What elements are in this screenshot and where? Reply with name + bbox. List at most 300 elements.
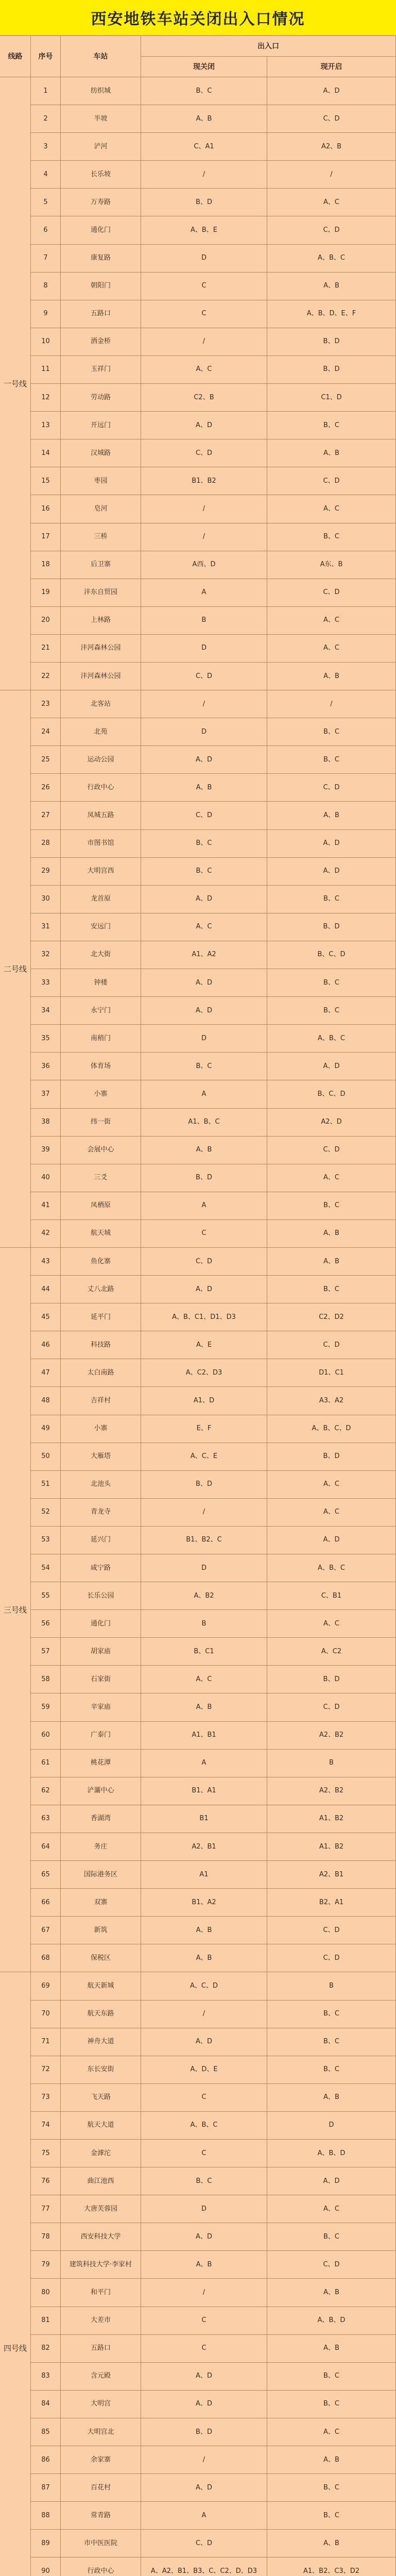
station-name: 航天城 (61, 1220, 141, 1248)
row-number: 37 (31, 1080, 61, 1108)
closed-entrances: A、B (141, 1917, 267, 1944)
closed-entrances: A、D (141, 412, 267, 439)
station-name: 凤栖原 (61, 1192, 141, 1220)
station-name: 后卫寨 (61, 551, 141, 579)
open-entrances: A、B、D、E、F (267, 300, 396, 328)
open-entrances: A1、B2 (267, 1833, 396, 1861)
station-name: 五路口 (61, 300, 141, 328)
open-entrances: A、D (267, 77, 396, 105)
row-number: 33 (31, 969, 61, 997)
open-entrances: A、B (267, 1248, 396, 1276)
station-name: 纬一街 (61, 1109, 141, 1137)
open-entrances: A、B、C (267, 245, 396, 273)
closed-entrances: / (141, 2001, 267, 2028)
row-number: 30 (31, 886, 61, 913)
row-number: 6 (31, 216, 61, 244)
open-entrances: A、C (267, 2418, 396, 2446)
row-number: 1 (31, 77, 61, 105)
closed-entrances: / (141, 2279, 267, 2307)
open-entrances: B、C (267, 2391, 396, 2418)
open-entrances: B、D (267, 1443, 396, 1471)
row-number: 81 (31, 2307, 61, 2335)
station-name: 会展中心 (61, 1137, 141, 1164)
closed-entrances: A、B (141, 1137, 267, 1164)
station-name: 三爻 (61, 1164, 141, 1192)
station-name: 西安科技大学 (61, 2223, 141, 2251)
station-name: 凤城五路 (61, 802, 141, 829)
closed-entrances: A、D (141, 969, 267, 997)
row-number: 18 (31, 551, 61, 579)
closed-entrances: C、D (141, 1248, 267, 1276)
closed-entrances: A、D (141, 2028, 267, 2056)
closed-entrances: B1、B2 (141, 467, 267, 495)
station-name: 开远门 (61, 412, 141, 439)
row-number: 65 (31, 1861, 61, 1889)
header-closed: 现关闭 (141, 57, 267, 77)
open-entrances: C、D (267, 1137, 396, 1164)
open-entrances: A、B (267, 2530, 396, 2557)
closed-entrances: B、D (141, 189, 267, 216)
open-entrances: B (267, 1750, 396, 1777)
open-entrances: A2、B2 (267, 1722, 396, 1750)
station-name: 延平门 (61, 1303, 141, 1331)
station-name: 吉祥村 (61, 1387, 141, 1415)
station-name: 浐灞中心 (61, 1777, 141, 1805)
open-entrances: A、C (267, 495, 396, 523)
row-number: 44 (31, 1276, 61, 1303)
station-name: 运动公园 (61, 746, 141, 774)
open-entrances: B、C (267, 1276, 396, 1303)
row-number: 27 (31, 802, 61, 829)
closed-entrances: A、D、E (141, 2056, 267, 2084)
open-entrances: A、B (267, 2084, 396, 2112)
row-number: 31 (31, 913, 61, 941)
station-name: 纺织城 (61, 77, 141, 105)
open-entrances: A、D (267, 1527, 396, 1554)
station-name: 玉祥门 (61, 356, 141, 384)
row-number: 36 (31, 1053, 61, 1080)
row-number: 56 (31, 1610, 61, 1638)
station-name: 龙首原 (61, 886, 141, 913)
row-number: 20 (31, 607, 61, 635)
open-entrances: C、D (267, 1693, 396, 1721)
open-entrances: B (267, 1972, 396, 2000)
station-name: 保税区 (61, 1944, 141, 1972)
station-name: 航天东路 (61, 2001, 141, 2028)
station-name: 汉城路 (61, 439, 141, 467)
closed-entrances: A1、A2 (141, 941, 267, 969)
row-number: 49 (31, 1415, 61, 1443)
open-entrances: B、C (267, 746, 396, 774)
closed-entrances: B、D (141, 2418, 267, 2446)
open-entrances: / (267, 690, 396, 718)
closed-entrances: C (141, 2335, 267, 2363)
open-entrances: C、B1 (267, 1582, 396, 1610)
row-number: 9 (31, 300, 61, 328)
station-name: 市中医医院 (61, 2530, 141, 2557)
row-number: 11 (31, 356, 61, 384)
row-number: 42 (31, 1220, 61, 1248)
station-name: 咸宁路 (61, 1554, 141, 1582)
station-name: 大差市 (61, 2307, 141, 2335)
open-entrances: A、B (267, 439, 396, 467)
open-entrances: D1、C1 (267, 1359, 396, 1387)
station-name: 大雁塔 (61, 1443, 141, 1471)
row-number: 35 (31, 1025, 61, 1053)
station-name: 大明宫 (61, 2391, 141, 2418)
station-name: 安远门 (61, 913, 141, 941)
closed-entrances: C、D (141, 439, 267, 467)
open-entrances: B、D (267, 913, 396, 941)
station-name: 北大街 (61, 941, 141, 969)
closed-entrances: A、B、C1、D1、D3 (141, 1303, 267, 1331)
page-title: 西安地铁车站关闭出入口情况 (91, 10, 305, 28)
row-number: 25 (31, 746, 61, 774)
row-number: 59 (31, 1693, 61, 1721)
station-name: 行政中心 (61, 774, 141, 802)
open-entrances: A东、B (267, 551, 396, 579)
open-entrances: B、C (267, 2028, 396, 2056)
row-number: 12 (31, 384, 61, 412)
row-number: 16 (31, 495, 61, 523)
closed-entrances: C (141, 273, 267, 300)
station-name: 飞天路 (61, 2084, 141, 2112)
row-number: 4 (31, 161, 61, 189)
row-number: 64 (31, 1833, 61, 1861)
closed-entrances: A、B、C (141, 2112, 267, 2140)
station-name: 浐河 (61, 133, 141, 161)
station-name: 航天新城 (61, 1972, 141, 2000)
open-entrances: A、B、C、D (267, 1415, 396, 1443)
station-name: 常青路 (61, 2502, 141, 2530)
row-number: 52 (31, 1499, 61, 1527)
open-entrances: B、C、D (267, 1080, 396, 1108)
closed-entrances: B1 (141, 1805, 267, 1833)
closed-entrances: / (141, 495, 267, 523)
closed-entrances: D (141, 635, 267, 663)
row-number: 29 (31, 858, 61, 886)
closed-entrances: A、C、D (141, 1972, 267, 2000)
station-name: 钟楼 (61, 969, 141, 997)
open-entrances: A、C (267, 189, 396, 216)
closed-entrances: B1、A2 (141, 1889, 267, 1917)
station-name: 含元殿 (61, 2363, 141, 2391)
open-entrances: B、D (267, 1666, 396, 1693)
station-name: 行政中心 (61, 2557, 141, 2576)
row-number: 69 (31, 1972, 61, 2000)
row-number: 14 (31, 439, 61, 467)
row-number: 8 (31, 273, 61, 300)
closed-entrances: C2、B (141, 384, 267, 412)
header-no: 序号 (31, 36, 61, 77)
row-number: 48 (31, 1387, 61, 1415)
closed-entrances: A、D (141, 746, 267, 774)
station-name: 神舟大道 (61, 2028, 141, 2056)
row-number: 38 (31, 1109, 61, 1137)
open-entrances: C、D (267, 467, 396, 495)
closed-entrances: A、B2 (141, 1582, 267, 1610)
station-name: 航天大道 (61, 2112, 141, 2140)
closed-entrances: A、E (141, 1331, 267, 1359)
station-name: 沣河森林公园 (61, 663, 141, 690)
row-number: 50 (31, 1443, 61, 1471)
row-number: 21 (31, 635, 61, 663)
station-name: 沣东自贸园 (61, 579, 141, 607)
station-name: 洒金桥 (61, 328, 141, 356)
station-name: 长乐公园 (61, 1582, 141, 1610)
station-name: 劳动路 (61, 384, 141, 412)
open-entrances: A2、B2 (267, 1777, 396, 1805)
open-entrances: C、D (267, 1917, 396, 1944)
closed-entrances: A、C、E (141, 1443, 267, 1471)
row-number: 66 (31, 1889, 61, 1917)
row-number: 51 (31, 1471, 61, 1499)
closed-entrances: B (141, 607, 267, 635)
station-name: 香湖湾 (61, 1805, 141, 1833)
open-entrances: A、D (267, 1053, 396, 1080)
row-number: 43 (31, 1248, 61, 1276)
open-entrances: B、C (267, 523, 396, 551)
open-entrances: B、C (267, 969, 396, 997)
closed-entrances: / (141, 690, 267, 718)
station-name: 通化门 (61, 216, 141, 244)
open-entrances: C、D (267, 216, 396, 244)
station-name: 康复路 (61, 245, 141, 273)
station-name: 辛家庙 (61, 1693, 141, 1721)
closed-entrances: A (141, 2502, 267, 2530)
closed-entrances: A1、D (141, 1387, 267, 1415)
closed-entrances: / (141, 523, 267, 551)
station-name: 新筑 (61, 1917, 141, 1944)
closed-entrances: D (141, 1025, 267, 1053)
closed-entrances: A、B (141, 774, 267, 802)
row-number: 54 (31, 1554, 61, 1582)
row-number: 60 (31, 1722, 61, 1750)
row-number: 2 (31, 105, 61, 133)
row-number: 5 (31, 189, 61, 216)
row-number: 84 (31, 2391, 61, 2418)
page-title-bar (0, 0, 396, 36)
open-entrances: B、D (267, 328, 396, 356)
open-entrances: A、D (267, 858, 396, 886)
closed-entrances: A (141, 579, 267, 607)
closed-entrances: A、B、E (141, 216, 267, 244)
row-number: 24 (31, 718, 61, 746)
row-number: 15 (31, 467, 61, 495)
closed-entrances: A、B (141, 1944, 267, 1972)
closed-entrances: C (141, 2140, 267, 2167)
line-name: 二号线 (0, 690, 31, 1248)
station-name: 鱼化寨 (61, 1248, 141, 1276)
line-name: 四号线 (0, 1972, 31, 2576)
closed-entrances: A (141, 1080, 267, 1108)
open-entrances: A、C (267, 635, 396, 663)
closed-entrances: / (141, 1499, 267, 1527)
closed-entrances: B、C (141, 858, 267, 886)
closed-entrances: C、D (141, 2530, 267, 2557)
row-number: 88 (31, 2502, 61, 2530)
closed-entrances: B、C (141, 77, 267, 105)
station-name: 大明宫西 (61, 858, 141, 886)
row-number: 77 (31, 2195, 61, 2223)
station-name: 皂河 (61, 495, 141, 523)
open-entrances: B、C (267, 2056, 396, 2084)
row-number: 78 (31, 2223, 61, 2251)
station-name: 丈八北路 (61, 1276, 141, 1303)
closed-entrances: / (141, 328, 267, 356)
row-number: 82 (31, 2335, 61, 2363)
open-entrances: / (267, 161, 396, 189)
row-number: 22 (31, 663, 61, 690)
closed-entrances: A2、B1 (141, 1833, 267, 1861)
closed-entrances: D (141, 1554, 267, 1582)
closed-entrances: A、A2、B1、B3、C、C2、D、D3 (141, 2557, 267, 2576)
closed-entrances: B、D (141, 1164, 267, 1192)
open-entrances: B、C (267, 997, 396, 1025)
line-name: 一号线 (0, 77, 31, 690)
row-number: 19 (31, 579, 61, 607)
station-name: 延兴门 (61, 1527, 141, 1554)
open-entrances: A2、B1 (267, 1861, 396, 1889)
row-number: 89 (31, 2530, 61, 2557)
row-number: 76 (31, 2167, 61, 2195)
station-name: 百花村 (61, 2474, 141, 2502)
open-entrances: C、D (267, 579, 396, 607)
station-name: 胡家庙 (61, 1638, 141, 1666)
row-number: 75 (31, 2140, 61, 2167)
closed-entrances: D (141, 245, 267, 273)
station-name: 国际港务区 (61, 1861, 141, 1889)
station-name: 沣河森林公园 (61, 635, 141, 663)
row-number: 41 (31, 1192, 61, 1220)
closed-entrances: A1、B1 (141, 1722, 267, 1750)
row-number: 71 (31, 2028, 61, 2056)
line-name: 三号线 (0, 1248, 31, 1972)
row-number: 80 (31, 2279, 61, 2307)
row-number: 7 (31, 245, 61, 273)
station-name: 科技路 (61, 1331, 141, 1359)
station-name: 东长安街 (61, 2056, 141, 2084)
row-number: 72 (31, 2056, 61, 2084)
station-name: 枣园 (61, 467, 141, 495)
row-number: 10 (31, 328, 61, 356)
row-number: 57 (31, 1638, 61, 1666)
open-entrances: A、B (267, 2335, 396, 2363)
closed-entrances: A、B (141, 105, 267, 133)
station-name: 北池头 (61, 1471, 141, 1499)
closed-entrances: B、C1 (141, 1638, 267, 1666)
open-entrances: B、C (267, 2223, 396, 2251)
station-name: 大明宫北 (61, 2418, 141, 2446)
closed-entrances: A1、B、C (141, 1109, 267, 1137)
row-number: 32 (31, 941, 61, 969)
station-name: 永宁门 (61, 997, 141, 1025)
open-entrances: C1、D (267, 384, 396, 412)
row-number: 40 (31, 1164, 61, 1192)
open-entrances: A、C (267, 1499, 396, 1527)
row-number: 46 (31, 1331, 61, 1359)
open-entrances: A1、B2 (267, 1805, 396, 1833)
open-entrances: B、C (267, 2363, 396, 2391)
station-name: 建筑科技大学·李家村 (61, 2251, 141, 2279)
closed-entrances: A、D (141, 2223, 267, 2251)
closed-entrances: C (141, 300, 267, 328)
closed-entrances: B1、B2、C (141, 1527, 267, 1554)
open-entrances: A、B (267, 2279, 396, 2307)
open-entrances: A、D (267, 830, 396, 858)
row-number: 17 (31, 523, 61, 551)
open-entrances: A、B (267, 2446, 396, 2474)
station-name: 广泰门 (61, 1722, 141, 1750)
open-entrances: C、D (267, 2251, 396, 2279)
closed-entrances: D (141, 718, 267, 746)
station-name: 务庄 (61, 1833, 141, 1861)
closed-entrances: B (141, 1610, 267, 1638)
closed-entrances: A、B (141, 2251, 267, 2279)
closed-entrances: A、D (141, 2363, 267, 2391)
closed-entrances: B、D (141, 1471, 267, 1499)
row-number: 67 (31, 1917, 61, 1944)
station-name: 南稍门 (61, 1025, 141, 1053)
open-entrances: B、C (267, 2001, 396, 2028)
row-number: 13 (31, 412, 61, 439)
closed-entrances: B1、A1 (141, 1777, 267, 1805)
open-entrances: A、B、C (267, 1554, 396, 1582)
row-number: 53 (31, 1527, 61, 1554)
open-entrances: B、C (267, 2502, 396, 2530)
open-entrances: B、C (267, 886, 396, 913)
station-name: 三桥 (61, 523, 141, 551)
row-number: 68 (31, 1944, 61, 1972)
open-entrances: B、C (267, 1192, 396, 1220)
closed-entrances: A、C (141, 356, 267, 384)
closed-entrances: C、A1 (141, 133, 267, 161)
closed-entrances: B、C (141, 830, 267, 858)
closed-entrances: A、C2、D3 (141, 1359, 267, 1387)
closed-entrances: C (141, 1220, 267, 1248)
open-entrances: A、B (267, 1220, 396, 1248)
open-entrances: A、B (267, 802, 396, 829)
row-number: 79 (31, 2251, 61, 2279)
station-name: 大唐芙蓉园 (61, 2195, 141, 2223)
open-entrances: B、C (267, 412, 396, 439)
open-entrances: A、C (267, 607, 396, 635)
closed-entrances: A、C (141, 913, 267, 941)
open-entrances: A2、D (267, 1109, 396, 1137)
row-number: 3 (31, 133, 61, 161)
open-entrances: D (267, 2112, 396, 2140)
open-entrances: A、C (267, 1164, 396, 1192)
closed-entrances: C (141, 2307, 267, 2335)
closed-entrances: A (141, 1750, 267, 1777)
closed-entrances: B、C (141, 1053, 267, 1080)
row-number: 58 (31, 1666, 61, 1693)
station-name: 金滹沱 (61, 2140, 141, 2167)
row-number: 55 (31, 1582, 61, 1610)
open-entrances: A2、B (267, 133, 396, 161)
closed-entrances: A西、D (141, 551, 267, 579)
station-name: 太白南路 (61, 1359, 141, 1387)
closed-entrances: A1 (141, 1861, 267, 1889)
header-line: 线路 (0, 36, 31, 77)
station-name: 北客站 (61, 690, 141, 718)
station-name: 朝阳门 (61, 273, 141, 300)
row-number: 73 (31, 2084, 61, 2112)
closed-entrances: / (141, 161, 267, 189)
closed-entrances: C (141, 2084, 267, 2112)
closed-entrances: A (141, 1192, 267, 1220)
closed-entrances: A、D (141, 2474, 267, 2502)
